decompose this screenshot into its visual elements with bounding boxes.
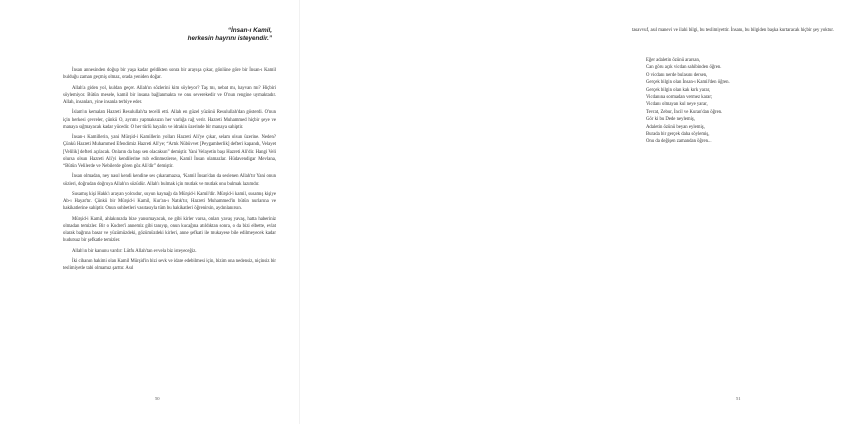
right-body-text [632,27,846,34]
poem-line: Burada bir gerçek daha söylemiş, [646,132,710,138]
poem-line: Gör ki bu Dede neylemiş, [646,117,695,123]
paragraph: İslam'ın kemalatı Hazreti Resulullah'ta tecelli etti. Allah en güzel yüzünü Resulullah'dan gösterdi. O'nun için herkesi çevreler, çünkü O, ayrımı yapmaksızın her varlığa rağ verir. Hazreti Muhammed hiçbir şeye ve manaya sığmayacak kadar yücedir. O her türlü hayalin ve idrakin üzerinde bir manaya sahiptir. [63,110,276,130]
poem-line: Gerçek bilgin olan İnsan-ı Kamil'den öğren. [646,80,730,86]
paragraph: Susamış kişi Hakk'ı arayan yolcudur, suyun kaynağı da Mürşid-i Kamil'dir. Mürşid-i kamil, susamış kişiye Ab-ı Hayat'tır. Çünkü bir Mürşid-i Kamil, Kur'an-ı Natık'tır, Hazreti Muhammed'in bütün nurlarına ve hakikatlerine sahiptir. Onun sohbetleri vasıtasıyla tüm bu hakikatleri öğrenirsin, aydınlanırsın. [63,191,276,212]
poem-line: Adaletin özünü beyan eylemiş, [646,124,705,130]
paragraph: Mürşid-i Kamil, ahlakınızda bize yansımayacak, ne gibi kirler varsa, onları yavaş yavaş, hatta haberiniz olmadan temizler. Bir o Kudret'i annemiz gibi tanıyıp, onun kucağına atıldıktan sonra, o da bizi elbette, evlat olarak bağrına basar ve yüzümüzdeki, gözümüzdeki kirleri, anne şefkati ile mukayese bile edilmeyecek kadar hudutsuz bir şefkatle temizler. [63,216,276,244]
poem-line: Tevrat, Zebur, İncil ve Kuran'dan öğren. [646,109,723,115]
poem-line: Vicdanı olmayan kul neye yarar, [646,102,708,108]
poem [646,57,816,146]
page-number-right: 51 [736,396,741,401]
poem-line: Onu da değişen zamandan öğren... [646,139,712,145]
paragraph: Allah'a giden yol, kuldan geçer. Allah'ın sözlerini kim söyleyor? Taş mı, nebat mı, hayvan mı? Hiçbiri söylemiyor. Bütün mesele, kamil bir insana bağlanmakta ve onu severekedir ve O'nun rengine uymaktadır. Allah, insanları, yine insanla terbiye eder. [63,85,276,105]
pull-quote-line: herkesin hayrını isteyendir.” [187,35,272,43]
pull-quote-line: “İnsan-ı Kamil, [227,27,272,34]
right-page [300,0,834,424]
pull-quote [100,27,272,44]
page-number-left: 50 [155,396,160,401]
paragraph: İnsan annesinden doğup bir yaşa kadar geldikten sonra bir arayışa çıkar, gönlüne göre bir İnsan-ı Kamil bulduğu zaman geçmiş olmaz, orada yeniden doğar. [63,68,276,81]
left-page [0,0,300,424]
poem-line: Gerçek bilgin olan kak kırk yarar, [646,87,711,93]
poem-line: Can göru açık vicdan sahibinden öğren. [646,65,722,71]
poem-line: Vicdanına sormadan vermez karar; [646,95,713,101]
poem-line: O vicdanı nerde bulasını dersen, [646,72,708,78]
paragraph: İnsan-ı Kamillerin, yani Mürşid-i Kamillerin yolları Hazreti Ali'ye çıkar, selam olsun üzerine. Neden? Çünkü Hazreti Muhammed Efendimiz Hazreti Ali'ye; “Artık Nübüvvet [Peygamberlik] defteri kapandı, Velayet [Velilik] defteri açılacak. Onların da başı sen olacaksın” demiştir. Yani Velayetin başı Hazreti Ali'dir. Hangi Veli olursa olsun Hazreti Ali'yi kendilerine rub edinmezlerse, Kamil İnsan olamazlar. Hüdavendigar Mevlana, “Bütün Velilerde ve Nebilerde gören göz Ali'dir” demiştir. [63,135,276,169]
paragraph: İnsan olmadan, ney nasıl kendi kendine ses çıkaramazsa, ‘Kamil İnsan'dan da seslenen Allah'tır Yani onun sözleri, doğrudan doğruya Allah'ın sözüdür. Allah'ı bulmak için mutlak ve mutlak onu bulmak lazımdır. [63,174,276,187]
paragraph: tasavvuf, asıl manevi ve ilahi bilgi, bu teslimiyettir. İnsanı, bu bilgiden başka kurtaracak hiçbir şey yoktur. [632,28,834,33]
left-body-text [63,67,276,276]
paragraph: İki cihanın hakimi olan Kamil Mürşid'in bizi sevk ve idare edebilmesi için, bizim ona nedensiz, niçinsiz bir teslimiyetle tabi olmamız şarttır. Asıl [63,259,276,272]
poem-line: Eğer adaletin özünü ararsan, [646,58,701,63]
paragraph: Allah'ın bir kanunu vardır: Lütfu Allah'tan evvela biz isteyeceğiz. [72,248,197,254]
